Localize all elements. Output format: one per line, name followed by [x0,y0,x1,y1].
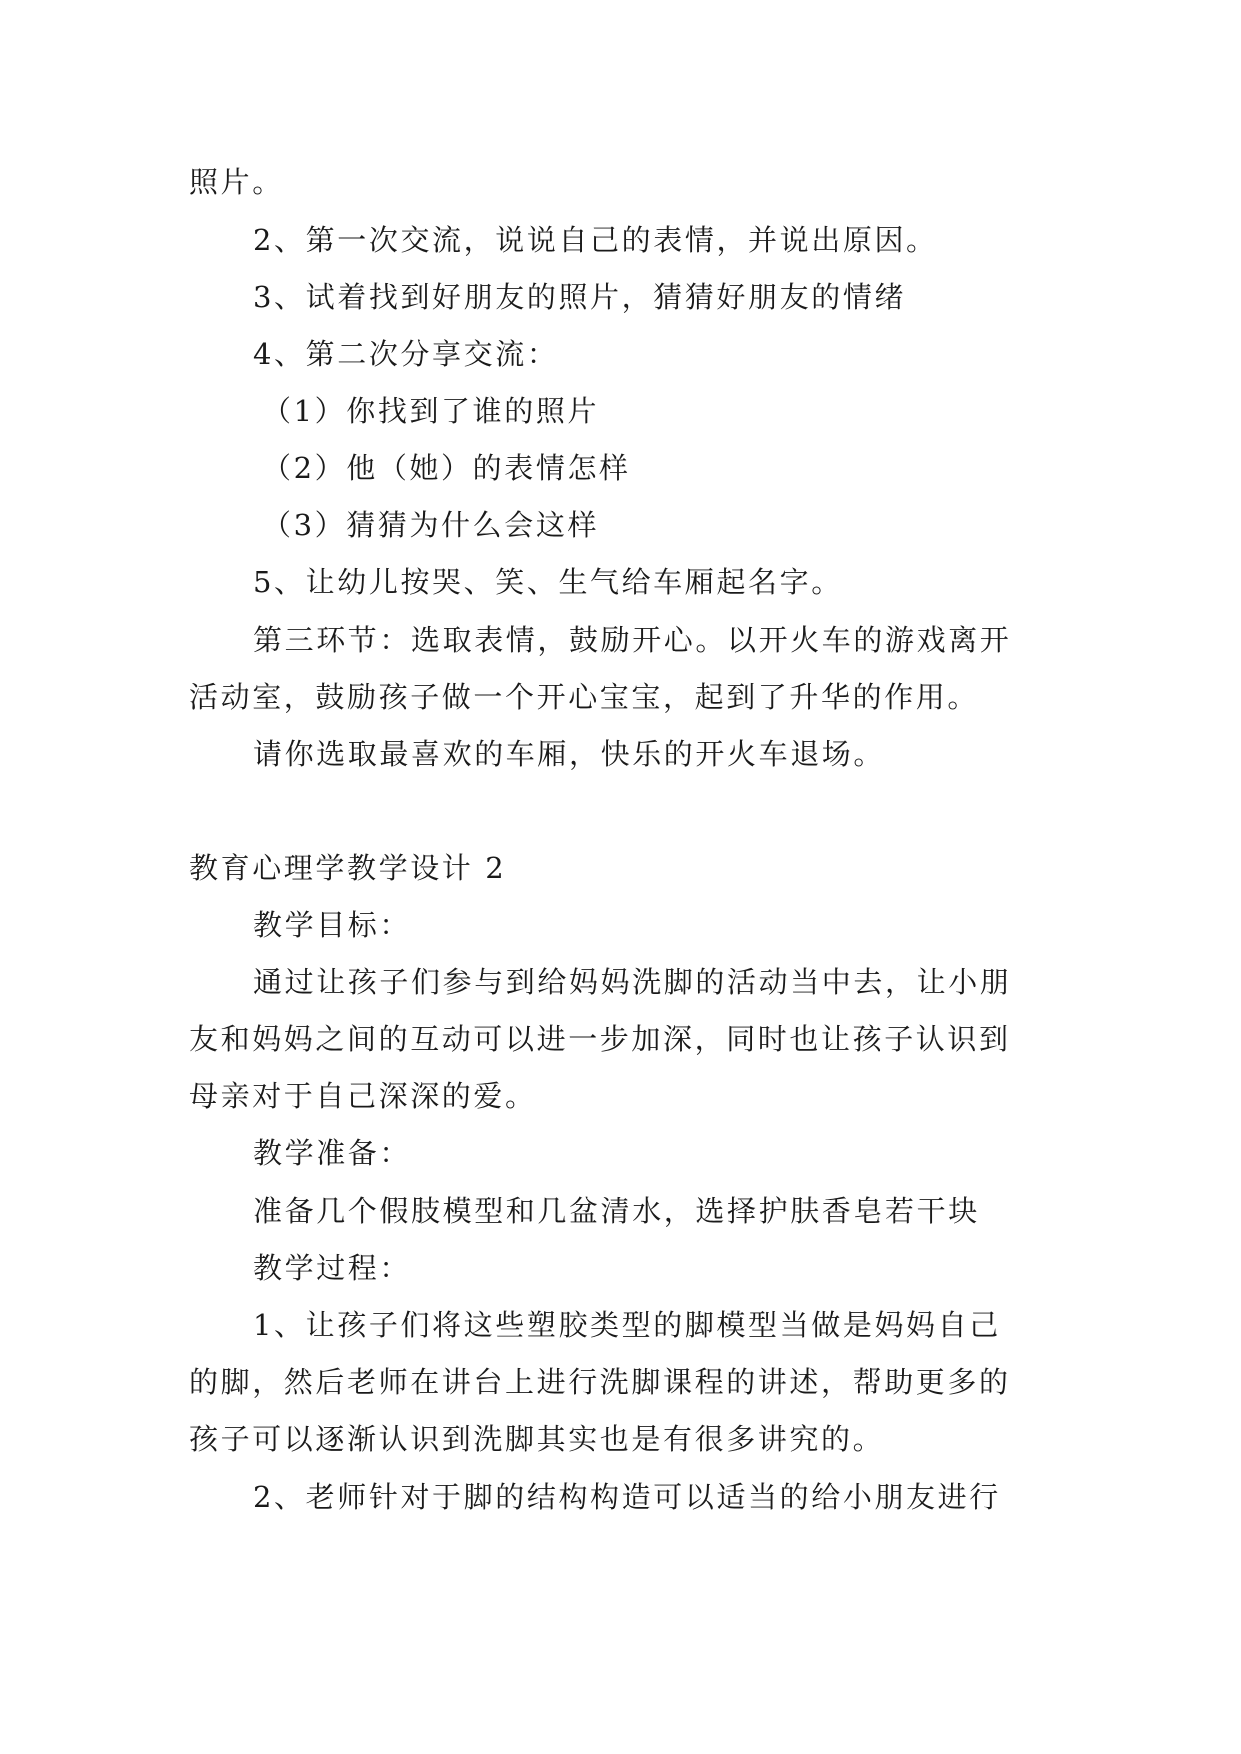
sub-list-item: （3）猜猜为什么会这样 [262,508,600,542]
paragraph-line: 活动室，鼓励孩子做一个开心宝宝，起到了升华的作用。 [189,680,980,714]
paragraph-line: 母亲对于自己深深的爱。 [189,1079,537,1113]
list-item: 2、第一次交流，说说自己的表情，并说出原因。 [253,223,938,257]
paragraph-line: 照片。 [189,165,284,199]
list-item: 2、老师针对于脚的结构构造可以适当的给小朋友进行 [253,1480,1001,1514]
list-item: 5、让幼儿按哭、笑、生气给车厢起名字。 [253,565,843,599]
paragraph-line: 孩子可以逐渐认识到洗脚其实也是有很多讲究的。 [189,1422,885,1456]
sub-list-item: （2）他（她）的表情怎样 [262,451,631,485]
subheading: 教学过程： [253,1251,412,1285]
paragraph-line: 准备几个假肢模型和几盆清水，选择护肤香皂若干块 [253,1194,980,1228]
subheading: 教学准备： [253,1136,412,1170]
paragraph-line: 通过让孩子们参与到给妈妈洗脚的活动当中去，让小朋 [253,965,1012,999]
section-heading: 教育心理学教学设计 2 [189,851,507,885]
list-item: 4、第二次分享交流： [253,337,559,371]
sub-list-item: （1）你找到了谁的照片 [262,394,600,428]
subheading: 教学目标： [253,908,412,942]
paragraph-line: 友和妈妈之间的互动可以进一步加深，同时也让孩子认识到 [189,1022,1011,1056]
list-item: 1、让孩子们将这些塑胶类型的脚模型当做是妈妈自己 [253,1308,1001,1342]
paragraph-line: 的脚，然后老师在讲台上进行洗脚课程的讲述，帮助更多的 [189,1365,1011,1399]
paragraph-line: 请你选取最喜欢的车厢，快乐的开火车退场。 [253,737,886,771]
list-item: 3、试着找到好朋友的照片，猜猜好朋友的情绪 [253,280,907,314]
paragraph-line: 第三环节：选取表情，鼓励开心。以开火车的游戏离开 [253,623,1012,657]
